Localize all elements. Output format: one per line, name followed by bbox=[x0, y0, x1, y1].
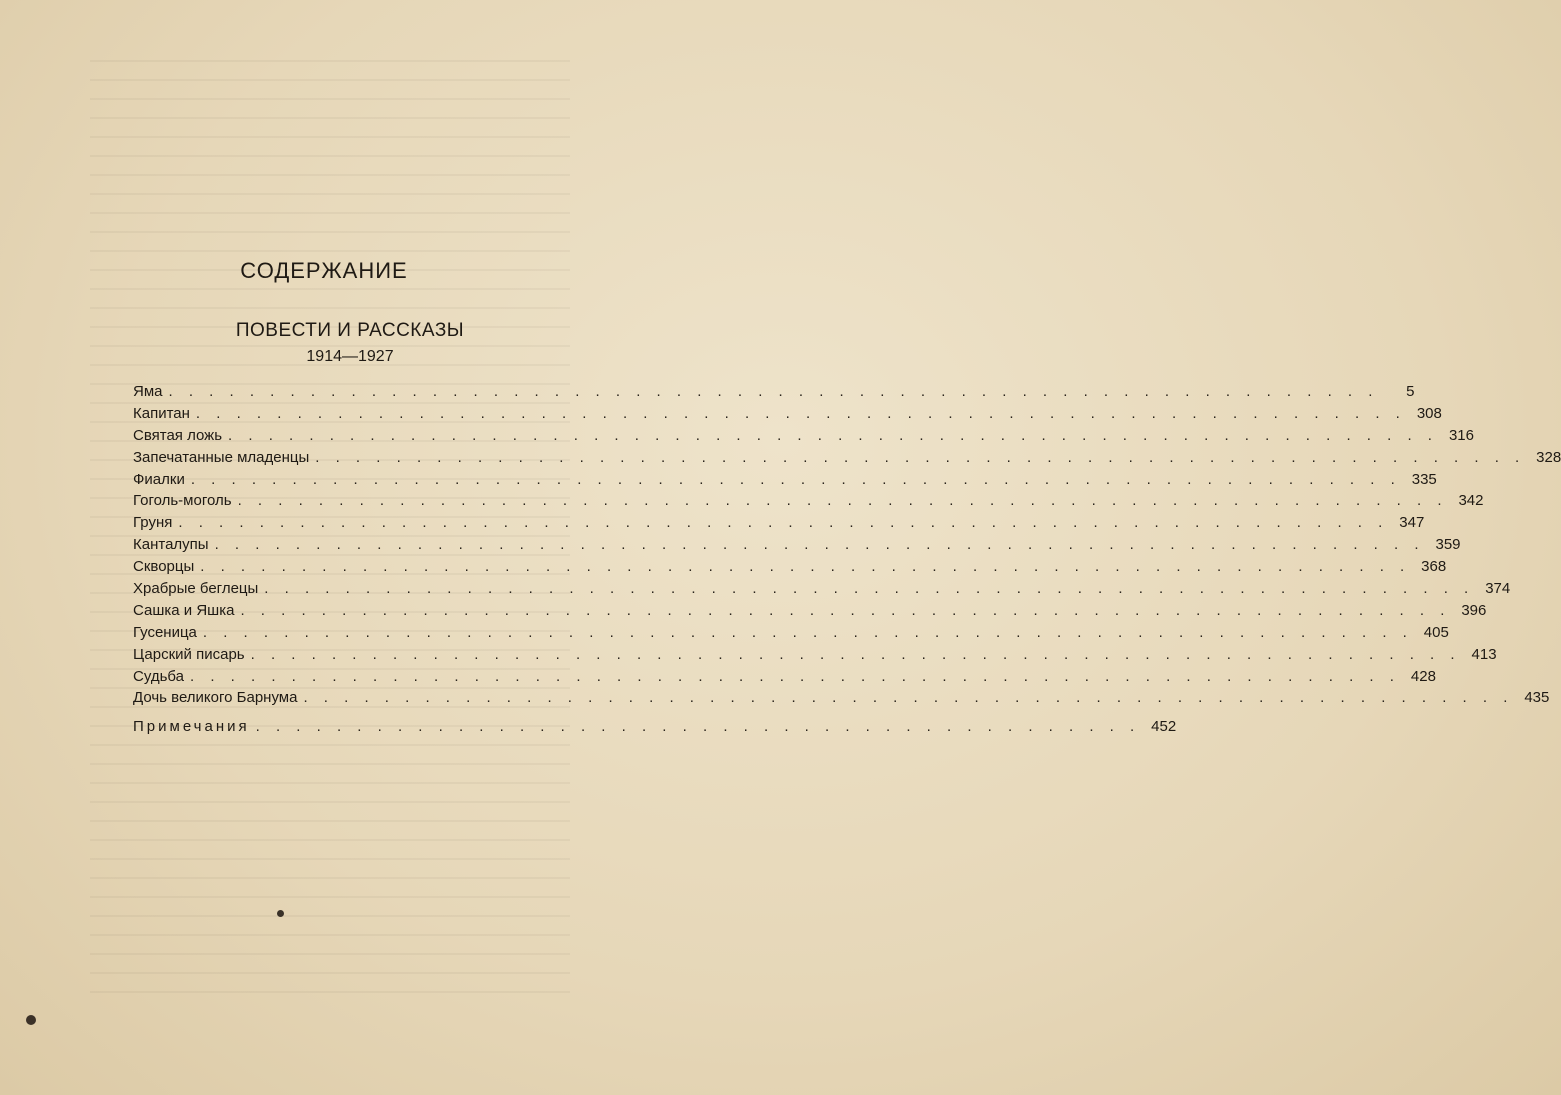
toc-entry[interactable] bbox=[133, 448, 1561, 471]
toc-entry-title: Дочь великого Барнума bbox=[133, 689, 298, 707]
dot-leader: . . . . . . . . . . . . . . . . . . . . . . . . . . . . . . . . . . . . . . . . . . . . . . . . . . . . . . . . . . . . bbox=[315, 448, 1526, 466]
toc-entry-title: Капитан bbox=[133, 404, 190, 422]
dot-leader: . . . . . . . . . . . . . . . . . . . . . . . . . . . . . . . . . . . . . . . . . . . . bbox=[255, 718, 1141, 735]
dot-leader: . . . . . . . . . . . . . . . . . . . . . . . . . . . . . . . . . . . . . . . . . . . . . . . . . . . . . . . . . . . . bbox=[214, 536, 1425, 554]
page-title: СОДЕРЖАНИЕ bbox=[240, 258, 408, 283]
toc-entry-page: 328 bbox=[1536, 448, 1561, 466]
toc-entry-page: 428 bbox=[1410, 667, 1436, 685]
toc-entry-title: Гоголь-моголь bbox=[133, 492, 232, 510]
toc-entry-page: 435 bbox=[1524, 689, 1550, 707]
toc-entry-title: Скворцы bbox=[133, 558, 195, 576]
toc-entry[interactable] bbox=[133, 492, 1484, 514]
toc-entry[interactable] bbox=[133, 426, 1474, 449]
toc-entry[interactable] bbox=[133, 623, 1449, 646]
dot-leader: . . . . . . . . . . . . . . . . . . . . . . . . . . . . . . . . . . . . . . . . . . . . . . . . . . . . . . . . . . . . bbox=[200, 558, 1411, 576]
toc-entry-page: 452 bbox=[1151, 718, 1177, 735]
dot-leader: . . . . . . . . . . . . . . . . . . . . . . . . . . . . . . . . . . . . . . . . . . . . . . . . . . . . . . . . . . . . bbox=[303, 689, 1514, 707]
toc-entry-notes[interactable] bbox=[133, 718, 1177, 740]
toc-entry[interactable] bbox=[133, 536, 1461, 558]
toc-entry-title: Фиалки bbox=[133, 470, 185, 488]
dot-leader: . . . . . . . . . . . . . . . . . . . . . . . . . . . . . . . . . . . . . . . . . . . . . . . . . . . . . . . . . . . . bbox=[195, 404, 1406, 422]
toc-entry-title: Сашка и Яшка bbox=[133, 601, 235, 619]
toc-entry[interactable] bbox=[133, 383, 1415, 405]
dot-leader: . . . . . . . . . . . . . . . . . . . . . . . . . . . . . . . . . . . . . . . . . . . . . . . . . . . . . . . . . . . . bbox=[202, 623, 1413, 641]
toc-entry-page: 396 bbox=[1461, 601, 1487, 619]
toc-entry-page: 5 bbox=[1406, 383, 1415, 400]
toc-entry[interactable] bbox=[133, 580, 1511, 602]
dot-leader: . . . . . . . . . . . . . . . . . . . . . . . . . . . . . . . . . . . . . . . . . . . . . . . . . . . . . . . . . . . . bbox=[237, 492, 1448, 510]
toc-entry-page: 347 bbox=[1399, 514, 1425, 532]
dot-leader: . . . . . . . . . . . . . . . . . . . . . . . . . . . . . . . . . . . . . . . . . . . . . . . . . . . . . . . . . . . . bbox=[190, 470, 1401, 488]
toc-entry-title: Яма bbox=[133, 383, 163, 400]
dot-leader: . . . . . . . . . . . . . . . . . . . . . . . . . . . . . . . . . . . . . . . . . . . . . . . . . . . . . . . . . . . . bbox=[250, 645, 1461, 663]
toc-entry-title: Судьба bbox=[133, 667, 184, 685]
toc-entry[interactable] bbox=[133, 645, 1497, 668]
toc-entry-page: 359 bbox=[1435, 536, 1461, 554]
toc-entry[interactable] bbox=[133, 514, 1425, 536]
toc-entry-title: Храбрые беглецы bbox=[133, 580, 259, 598]
toc-entry-page: 374 bbox=[1485, 580, 1511, 598]
toc-entry-title: Гусеница bbox=[133, 623, 197, 641]
toc-entry-title: Святая ложь bbox=[133, 426, 223, 444]
toc-entry[interactable] bbox=[133, 404, 1442, 427]
toc-entry-title: Запечатанные младенцы bbox=[133, 448, 310, 466]
section-title: ПОВЕСТИ И РАССКАЗЫ bbox=[235, 320, 465, 341]
toc-entry[interactable] bbox=[133, 667, 1436, 690]
dot-leader: . . . . . . . . . . . . . . . . . . . . . . . . . . . . . . . . . . . . . . . . . . . . . . . . . . . . . . . . . . . . bbox=[264, 580, 1475, 598]
toc-entry-page: 316 bbox=[1448, 426, 1474, 444]
dot-leader: . . . . . . . . . . . . . . . . . . . . . . . . . . . . . . . . . . . . . . . . . . . . . . . . . . . . . . . . . . . . bbox=[228, 426, 1438, 444]
toc-entry-title: Примечания bbox=[133, 718, 250, 735]
table-of-contents bbox=[133, 383, 1561, 711]
ornament-dot bbox=[277, 910, 284, 917]
dot-leader: . . . . . . . . . . . . . . . . . . . . . . . . . . . . . . . . . . . . . . . . . . . . . . . . . . . . . . . . . . . . bbox=[178, 514, 1389, 532]
toc-entry-page: 342 bbox=[1458, 492, 1484, 510]
dot-leader: . . . . . . . . . . . . . . . . . . . . . . . . . . . . . . . . . . . . . . . . . . . . . . . . . . . . . . . . . . . . bbox=[168, 383, 1379, 400]
toc-entry-page: 368 bbox=[1421, 558, 1447, 576]
toc-entry-title: Канталупы bbox=[133, 536, 209, 554]
toc-entry[interactable] bbox=[133, 689, 1550, 711]
toc-entry[interactable] bbox=[133, 470, 1437, 493]
toc-entry-title: Царский писарь bbox=[133, 645, 245, 663]
toc-entry[interactable] bbox=[133, 558, 1447, 580]
toc-entry-page: 335 bbox=[1411, 470, 1437, 488]
toc-entry-page: 413 bbox=[1471, 645, 1497, 663]
toc-entry[interactable] bbox=[133, 601, 1487, 624]
section-years: 1914—1927 bbox=[306, 348, 394, 365]
toc-entry-title: Груня bbox=[133, 514, 173, 532]
toc-entry-page: 405 bbox=[1423, 623, 1449, 641]
paper-speck bbox=[26, 1015, 36, 1025]
dot-leader: . . . . . . . . . . . . . . . . . . . . . . . . . . . . . . . . . . . . . . . . . . . . . . . . . . . . . . . . . . . . bbox=[190, 667, 1400, 685]
toc-entry-page: 308 bbox=[1416, 404, 1442, 422]
dot-leader: . . . . . . . . . . . . . . . . . . . . . . . . . . . . . . . . . . . . . . . . . . . . . . . . . . . . . . . . . . . . bbox=[240, 601, 1451, 619]
